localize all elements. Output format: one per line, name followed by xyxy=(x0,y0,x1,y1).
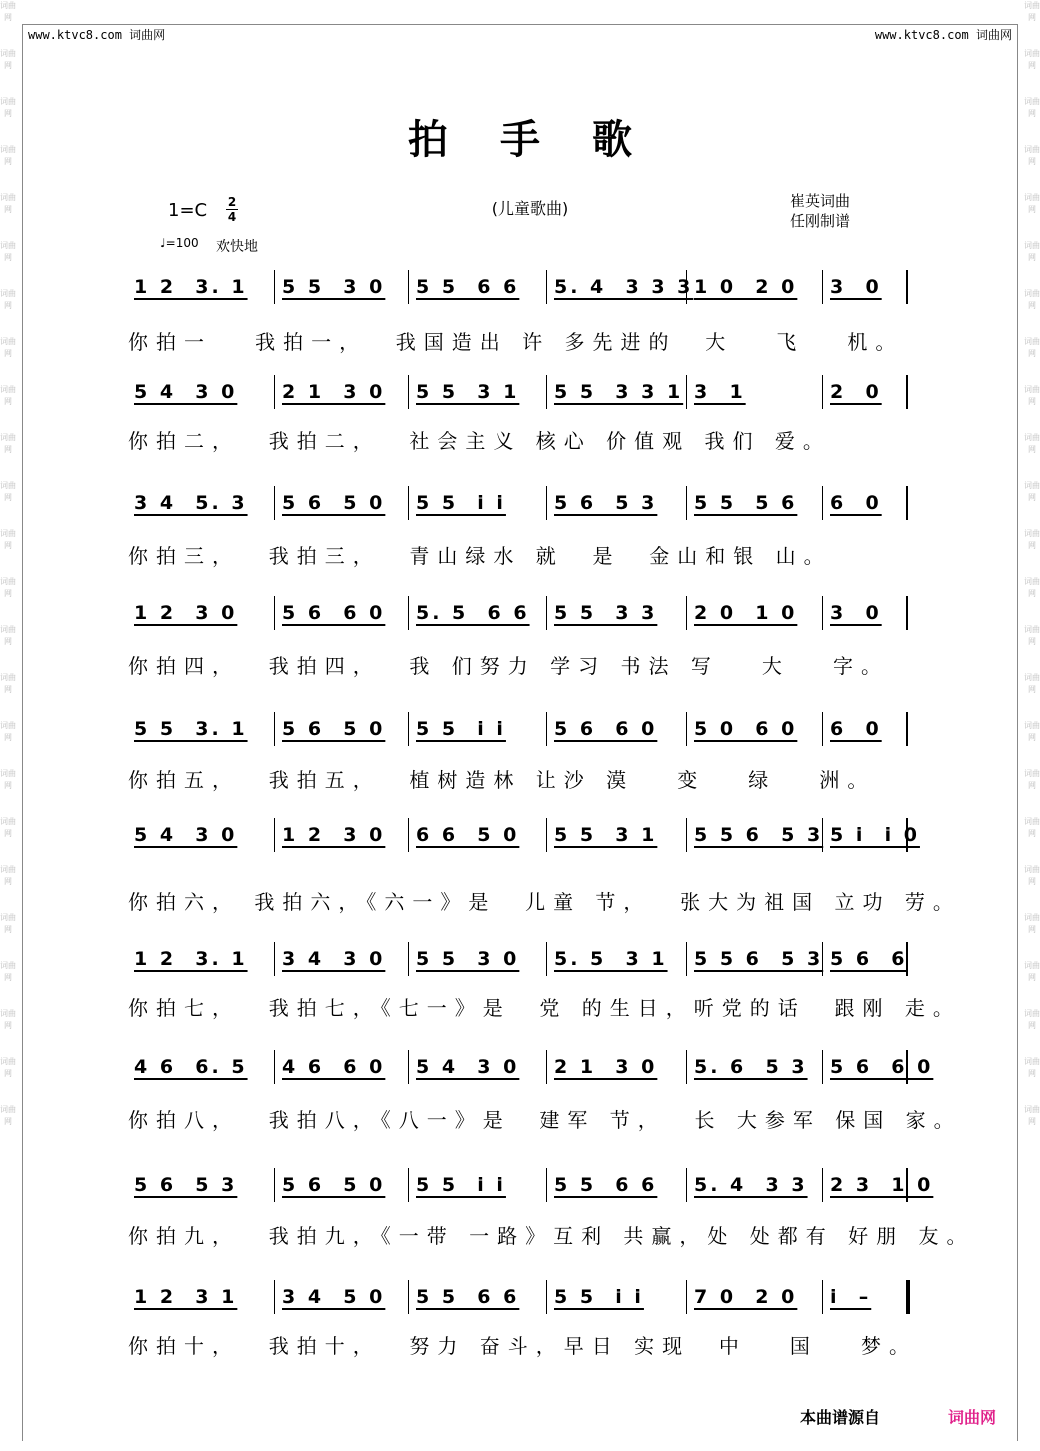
measure: 3 1 xyxy=(694,381,746,403)
barline xyxy=(274,712,275,746)
barline xyxy=(822,1168,823,1202)
lyric-line-6: 你拍六， 我拍六，《六一》是 儿童 节， 张大为祖国 立功 劳。 xyxy=(128,890,961,914)
barline xyxy=(546,270,547,304)
measure: 6 6 5 0 xyxy=(416,824,520,846)
measure: 1 2 3 0 xyxy=(134,602,238,624)
measure: 2 1 3 0 xyxy=(554,1056,658,1078)
side-watermark-text: 词曲网 xyxy=(0,337,16,358)
tempo-mark: ♩=100 xyxy=(160,236,199,250)
measure: 4 6 6 0 xyxy=(282,1056,386,1078)
side-watermark-text: 词曲网 xyxy=(1024,145,1040,166)
side-watermark-text: 词曲网 xyxy=(1024,673,1040,694)
side-watermark-text: 词曲网 xyxy=(1024,1105,1040,1126)
barline xyxy=(546,1050,547,1084)
side-watermark-text: 词曲网 xyxy=(1024,241,1040,262)
barline xyxy=(408,375,409,409)
side-watermark-text: 词曲网 xyxy=(1024,433,1040,454)
side-watermark-text: 词曲网 xyxy=(0,49,16,70)
barline xyxy=(274,1168,275,1202)
measure: 2 0 xyxy=(830,381,882,403)
barline xyxy=(822,1280,823,1314)
page-top-rule xyxy=(22,24,1018,25)
barline xyxy=(906,486,908,520)
measure: 6 0 xyxy=(830,718,882,740)
site-header-left[interactable]: www.ktvc8.com 词曲网 xyxy=(28,28,166,42)
side-watermark-text: 词曲网 xyxy=(0,1,16,22)
side-watermark-text: 词曲网 xyxy=(0,961,16,982)
measure: 5 5 i i xyxy=(554,1286,644,1308)
barline xyxy=(274,486,275,520)
measure: 5 6 6 0 xyxy=(554,718,658,740)
barline xyxy=(546,1280,547,1314)
measure: 3 4 5. 3 xyxy=(134,492,248,514)
score-line-4 xyxy=(120,596,920,642)
measure: 5 5 3 0 xyxy=(416,948,520,970)
side-watermark-text: 词曲网 xyxy=(0,673,16,694)
barline xyxy=(546,375,547,409)
score-line-8 xyxy=(120,1050,934,1096)
barline xyxy=(546,942,547,976)
side-watermark-text: 词曲网 xyxy=(1024,481,1040,502)
side-watermark-text: 词曲网 xyxy=(1024,289,1040,310)
side-watermark-text: 词曲网 xyxy=(0,1009,16,1030)
barline xyxy=(686,596,687,630)
barline xyxy=(408,270,409,304)
expression-mark: 欢快地 xyxy=(216,239,258,255)
measure: 3 0 xyxy=(830,276,882,298)
barline xyxy=(906,712,908,746)
barline xyxy=(686,818,687,852)
side-watermark-text: 词曲网 xyxy=(1024,769,1040,790)
barline xyxy=(686,712,687,746)
measure: 5 4 3 0 xyxy=(134,381,238,403)
measure: 5. 4 3 3 3 xyxy=(554,276,694,298)
side-watermark-text: 词曲网 xyxy=(1024,193,1040,214)
measure: 5 5 6 6 xyxy=(554,1174,658,1196)
barline xyxy=(906,270,908,304)
side-watermark-text: 词曲网 xyxy=(0,1057,16,1078)
barline xyxy=(408,1050,409,1084)
measure: 5 6 5 0 xyxy=(282,718,386,740)
score-line-10 xyxy=(120,1280,920,1326)
side-watermark-text: 词曲网 xyxy=(0,625,16,646)
side-watermark-text: 词曲网 xyxy=(0,145,16,166)
barline xyxy=(822,270,823,304)
measure: 5 5 i i xyxy=(416,492,506,514)
measure: 1 2 3 1 xyxy=(134,1286,238,1308)
lyric-line-3: 你拍三， 我拍三， 青山绿水 就 是 金山和银 山。 xyxy=(128,544,832,568)
barline xyxy=(546,818,547,852)
measure: 5 0 6 0 xyxy=(694,718,798,740)
lyric-line-8: 你拍八， 我拍八，《八一》是 建军 节， 长 大参军 保国 家。 xyxy=(128,1108,962,1132)
song-title: 拍手歌 xyxy=(408,116,684,163)
side-watermark-text: 词曲网 xyxy=(0,577,16,598)
side-watermark-text: 词曲网 xyxy=(1024,1057,1040,1078)
song-genre: (儿童歌曲) xyxy=(491,199,569,218)
barline xyxy=(408,942,409,976)
measure: 5 5 3 3 1 xyxy=(554,381,684,403)
lyric-line-2: 你拍二， 我拍二， 社会主义 核心 价值观 我们 爱。 xyxy=(128,429,831,453)
side-watermark-text: 词曲网 xyxy=(0,433,16,454)
measure: 5. 5 3 1 xyxy=(554,948,668,970)
key-signature: 1=C xyxy=(168,200,208,221)
side-watermark-text: 词曲网 xyxy=(0,481,16,502)
barline xyxy=(274,818,275,852)
footer-brand-link[interactable]: 词曲网 xyxy=(948,1408,997,1427)
measure: 1 2 3. 1 xyxy=(134,948,248,970)
credit-notation: 任刚制谱 xyxy=(790,212,851,230)
measure: 5 5 i i xyxy=(416,718,506,740)
side-watermark-text: 词曲网 xyxy=(0,913,16,934)
lyric-line-4: 你拍四， 我拍四， 我 们努力 学习 书法 写 大 字。 xyxy=(128,654,890,678)
credit-lyrics-music: 崔英词曲 xyxy=(790,192,851,210)
side-watermark-text: 词曲网 xyxy=(1024,865,1040,886)
score-line-7 xyxy=(120,942,920,988)
side-watermark-text: 词曲网 xyxy=(1024,817,1040,838)
measure: 5 6 5 3 xyxy=(554,492,658,514)
barline xyxy=(686,1280,687,1314)
left-watermark-strip xyxy=(0,0,16,1451)
lyric-line-5: 你拍五， 我拍五， 植树造林 让沙 漠 变 绿 洲。 xyxy=(128,768,876,792)
side-watermark-text: 词曲网 xyxy=(1024,49,1040,70)
right-watermark-strip xyxy=(1024,0,1040,1451)
barline xyxy=(906,1280,910,1314)
barline xyxy=(822,1050,823,1084)
measure: 5 5 3 3 xyxy=(554,602,658,624)
measure: 2 1 3 0 xyxy=(282,381,386,403)
measure: 5. 5 6 6 xyxy=(416,602,530,624)
measure: 5 6 6 0 xyxy=(830,1056,934,1078)
side-watermark-text: 词曲网 xyxy=(0,769,16,790)
measure: 1 2 3. 1 xyxy=(134,276,248,298)
measure: 7 0 2 0 xyxy=(694,1286,798,1308)
barline xyxy=(906,375,908,409)
measure: 5 6 5 0 xyxy=(282,1174,386,1196)
lyric-line-10: 你拍十， 我拍十， 努力 奋斗，早日 实现 中 国 梦。 xyxy=(128,1334,918,1358)
side-watermark-text: 词曲网 xyxy=(0,241,16,262)
measure: 5 6 6 0 xyxy=(282,602,386,624)
side-watermark-text: 词曲网 xyxy=(1024,529,1040,550)
measure: 5 5 3 1 xyxy=(416,381,520,403)
barline xyxy=(822,596,823,630)
score-line-3 xyxy=(120,486,920,532)
barline xyxy=(546,596,547,630)
score-line-2 xyxy=(120,375,920,421)
measure: 5 5 5 6 xyxy=(694,492,798,514)
side-watermark-text: 词曲网 xyxy=(1024,961,1040,982)
barline xyxy=(686,1050,687,1084)
lyric-line-7: 你拍七， 我拍七，《七一》是 党 的生日，听党的话 跟刚 走。 xyxy=(128,996,961,1020)
barline xyxy=(408,1280,409,1314)
barline xyxy=(274,942,275,976)
measure: 4 6 6. 5 xyxy=(134,1056,248,1078)
measure: 3 4 3 0 xyxy=(282,948,386,970)
measure: 5 5 3 1 xyxy=(554,824,658,846)
barline xyxy=(546,712,547,746)
barline xyxy=(274,270,275,304)
measure: 5 6 5 3 xyxy=(134,1174,238,1196)
measure: 5 6 5 0 xyxy=(282,492,386,514)
time-signature-top: 2 xyxy=(227,195,237,209)
barline xyxy=(274,596,275,630)
measure: 2 0 1 0 xyxy=(694,602,798,624)
score-line-5 xyxy=(120,712,920,758)
page-left-rule xyxy=(22,24,23,1441)
measure: 5 5 i i xyxy=(416,1174,506,1196)
barline xyxy=(274,1280,275,1314)
measure: 3 0 xyxy=(830,602,882,624)
measure: 5. 6 5 3 xyxy=(694,1056,808,1078)
measure: 5 5 6 5 3 xyxy=(694,824,824,846)
score-line-6 xyxy=(120,818,920,864)
side-watermark-text: 词曲网 xyxy=(1024,1009,1040,1030)
barline xyxy=(686,375,687,409)
side-watermark-text: 词曲网 xyxy=(1024,721,1040,742)
barline xyxy=(408,1168,409,1202)
side-watermark-text: 词曲网 xyxy=(1024,97,1040,118)
barline xyxy=(906,596,908,630)
measure: 1 0 2 0 xyxy=(694,276,798,298)
measure: 5 5 6 6 xyxy=(416,1286,520,1308)
barline xyxy=(408,596,409,630)
time-signature xyxy=(226,196,238,223)
barline xyxy=(546,486,547,520)
side-watermark-text: 词曲网 xyxy=(0,721,16,742)
barline xyxy=(822,486,823,520)
measure: 5 6 6 xyxy=(830,948,908,970)
score-line-9 xyxy=(120,1168,934,1214)
measure: 5 5 3. 1 xyxy=(134,718,248,740)
measure: 6 0 xyxy=(830,492,882,514)
barline xyxy=(274,1050,275,1084)
side-watermark-text: 词曲网 xyxy=(0,1105,16,1126)
barline xyxy=(686,1168,687,1202)
side-watermark-text: 词曲网 xyxy=(1024,385,1040,406)
barline xyxy=(686,942,687,976)
side-watermark-text: 词曲网 xyxy=(0,97,16,118)
side-watermark-text: 词曲网 xyxy=(1024,337,1040,358)
barline xyxy=(408,712,409,746)
lyric-line-1: 你拍一 我拍一， 我国造出 许 多先进的 大 飞 机。 xyxy=(128,330,904,354)
barline xyxy=(408,486,409,520)
barline xyxy=(408,818,409,852)
lyric-line-9: 你拍九， 我拍九，《一带 一路》互利 共赢，处 处都有 好朋 友。 xyxy=(128,1224,975,1248)
measure: 5 5 6 5 3 xyxy=(694,948,824,970)
measure: 5 i i 0 xyxy=(830,824,920,846)
side-watermark-text: 词曲网 xyxy=(0,529,16,550)
time-signature-bottom: 4 xyxy=(227,210,237,224)
side-watermark-text: 词曲网 xyxy=(0,193,16,214)
measure: 5 5 6 6 xyxy=(416,276,520,298)
side-watermark-text: 词曲网 xyxy=(0,385,16,406)
side-watermark-text: 词曲网 xyxy=(1024,577,1040,598)
side-watermark-text: 词曲网 xyxy=(1024,913,1040,934)
side-watermark-text: 词曲网 xyxy=(0,817,16,838)
measure: 5 4 3 0 xyxy=(134,824,238,846)
measure: 1 2 3 0 xyxy=(282,824,386,846)
barline xyxy=(822,712,823,746)
barline xyxy=(822,375,823,409)
measure: i – xyxy=(830,1286,872,1308)
side-watermark-text: 词曲网 xyxy=(1024,625,1040,646)
measure: 5 4 3 0 xyxy=(416,1056,520,1078)
measure: 5 5 3 0 xyxy=(282,276,386,298)
score-line-1 xyxy=(120,270,920,316)
measure: 3 4 5 0 xyxy=(282,1286,386,1308)
footer-source-label: 本曲谱源自 xyxy=(800,1408,881,1427)
side-watermark-text: 词曲网 xyxy=(0,865,16,886)
barline xyxy=(686,486,687,520)
site-header-right[interactable]: www.ktvc8.com 词曲网 xyxy=(874,28,1012,42)
measure: 2 3 1 0 xyxy=(830,1174,934,1196)
barline xyxy=(546,1168,547,1202)
page-right-rule xyxy=(1017,24,1018,1441)
measure: 5. 4 3 3 xyxy=(694,1174,808,1196)
side-watermark-text: 词曲网 xyxy=(0,289,16,310)
side-watermark-text: 词曲网 xyxy=(1024,1,1040,22)
barline xyxy=(274,375,275,409)
